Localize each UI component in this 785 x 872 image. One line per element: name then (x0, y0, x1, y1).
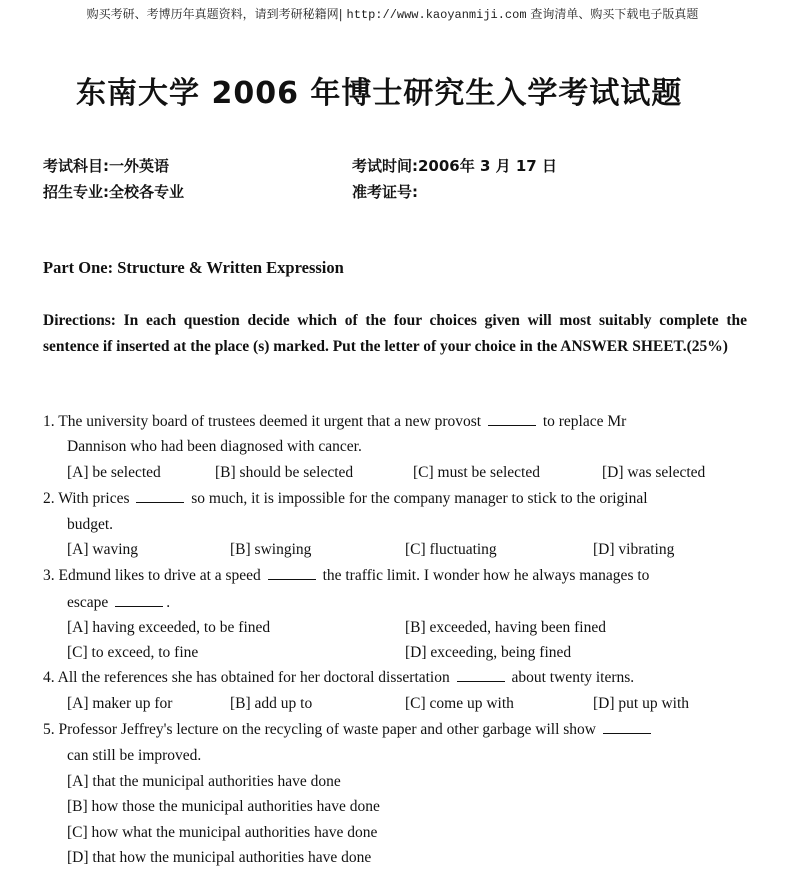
question-4-line-1 (43, 668, 634, 688)
question-1-option-b: [B] should be selected (215, 464, 354, 481)
question-3-option-d: [D] exceeding, being fined (405, 644, 572, 661)
question-4-option-d: [D] put up with (593, 695, 690, 712)
question-text: With prices (58, 490, 130, 507)
section-title: Part One: Structure & Written Expression (43, 258, 344, 277)
answer-blank (603, 732, 651, 734)
question-text: Professor Jeffrey's lecture on the recycling of waste paper and other garbage will show (58, 721, 596, 738)
banner-text-after: 查询清单、购买下载电子版真题 (530, 7, 699, 21)
question-5-line-2: can still be improved. (67, 747, 202, 764)
banner-text-before: 购买考研、考博历年真题资料，请到考研秘籍网| (86, 7, 343, 21)
question-2-option-d: [D] vibrating (593, 541, 675, 558)
answer-blank (268, 578, 316, 580)
question-text: . (166, 594, 171, 611)
question-number: 1. (43, 413, 55, 430)
question-1-option-c: [C] must be selected (413, 464, 540, 481)
question-text: the traffic limit. I wonder how he always manages to (322, 567, 650, 584)
question-2-option-a: [A] waving (67, 541, 139, 558)
question-text: Edmund likes to drive at a speed (58, 567, 261, 584)
question-text: All the references she has obtained for her doctoral dissertation (57, 669, 450, 686)
question-1-line-2: Dannison who had been diagnosed with cancer. (67, 438, 362, 455)
question-text: The university board of trustees deemed it urgent that a new provost (58, 413, 482, 430)
answer-blank (457, 680, 505, 682)
question-5-option-b: [B] how those the municipal authorities have done (67, 798, 380, 815)
question-number: 2. (43, 490, 55, 507)
top-banner (0, 5, 785, 22)
question-number: 3. (43, 567, 55, 584)
question-text: escape (67, 594, 109, 611)
directions-text: Directions: In each question decide which of the four choices given will most suitably complete the sentence if inserted at the place (s) marked. Put the letter of your choice in the ANSWER SHEET.(25%) (43, 312, 747, 355)
exam-time: 考试时间:2006年 3 月 17 日 (352, 157, 557, 175)
question-4-option-b: [B] add up to (230, 695, 313, 712)
question-1-option-a: [A] be selected (67, 464, 161, 481)
question-3-line-1 (43, 566, 649, 586)
banner-url-link[interactable]: http://www.kaoyanmiji.com (346, 8, 527, 22)
question-2-option-b: [B] swinging (230, 541, 312, 558)
answer-blank (115, 605, 163, 607)
question-text: to replace Mr (542, 413, 627, 430)
question-number: 4. (43, 669, 55, 686)
ticket-number-label: 准考证号: (352, 183, 418, 201)
question-2-option-c: [C] fluctuating (405, 541, 497, 558)
question-2-line-2: budget. (67, 516, 114, 533)
question-4-option-c: [C] come up with (405, 695, 514, 712)
question-2-line-1 (43, 489, 648, 509)
question-3-option-b: [B] exceeded, having been fined (405, 619, 606, 636)
question-number: 5. (43, 721, 55, 738)
answer-blank (136, 501, 184, 503)
question-1-option-d: [D] was selected (602, 464, 706, 481)
question-1-line-1 (43, 412, 626, 432)
question-text: about twenty iterns. (511, 669, 635, 686)
question-3-option-a: [A] having exceeded, to be fined (67, 619, 271, 636)
question-5-line-1 (43, 720, 654, 740)
exam-subject: 考试科目:一外英语 (43, 157, 169, 175)
document-title: 东南大学 2006 年博士研究生入学考试试题 (76, 76, 683, 111)
question-3-line-2 (67, 593, 170, 613)
exam-major: 招生专业:全校各专业 (43, 183, 184, 201)
question-4-option-a: [A] maker up for (67, 695, 173, 712)
question-text: so much, it is impossible for the company manager to stick to the original (191, 490, 648, 507)
question-5-option-c: [C] how what the municipal authorities have done (67, 824, 378, 841)
answer-blank (488, 424, 536, 426)
question-5-option-d: [D] that how the municipal authorities have done (67, 849, 372, 866)
question-5-option-a: [A] that the municipal authorities have done (67, 773, 341, 790)
question-3-option-c: [C] to exceed, to fine (67, 644, 199, 661)
